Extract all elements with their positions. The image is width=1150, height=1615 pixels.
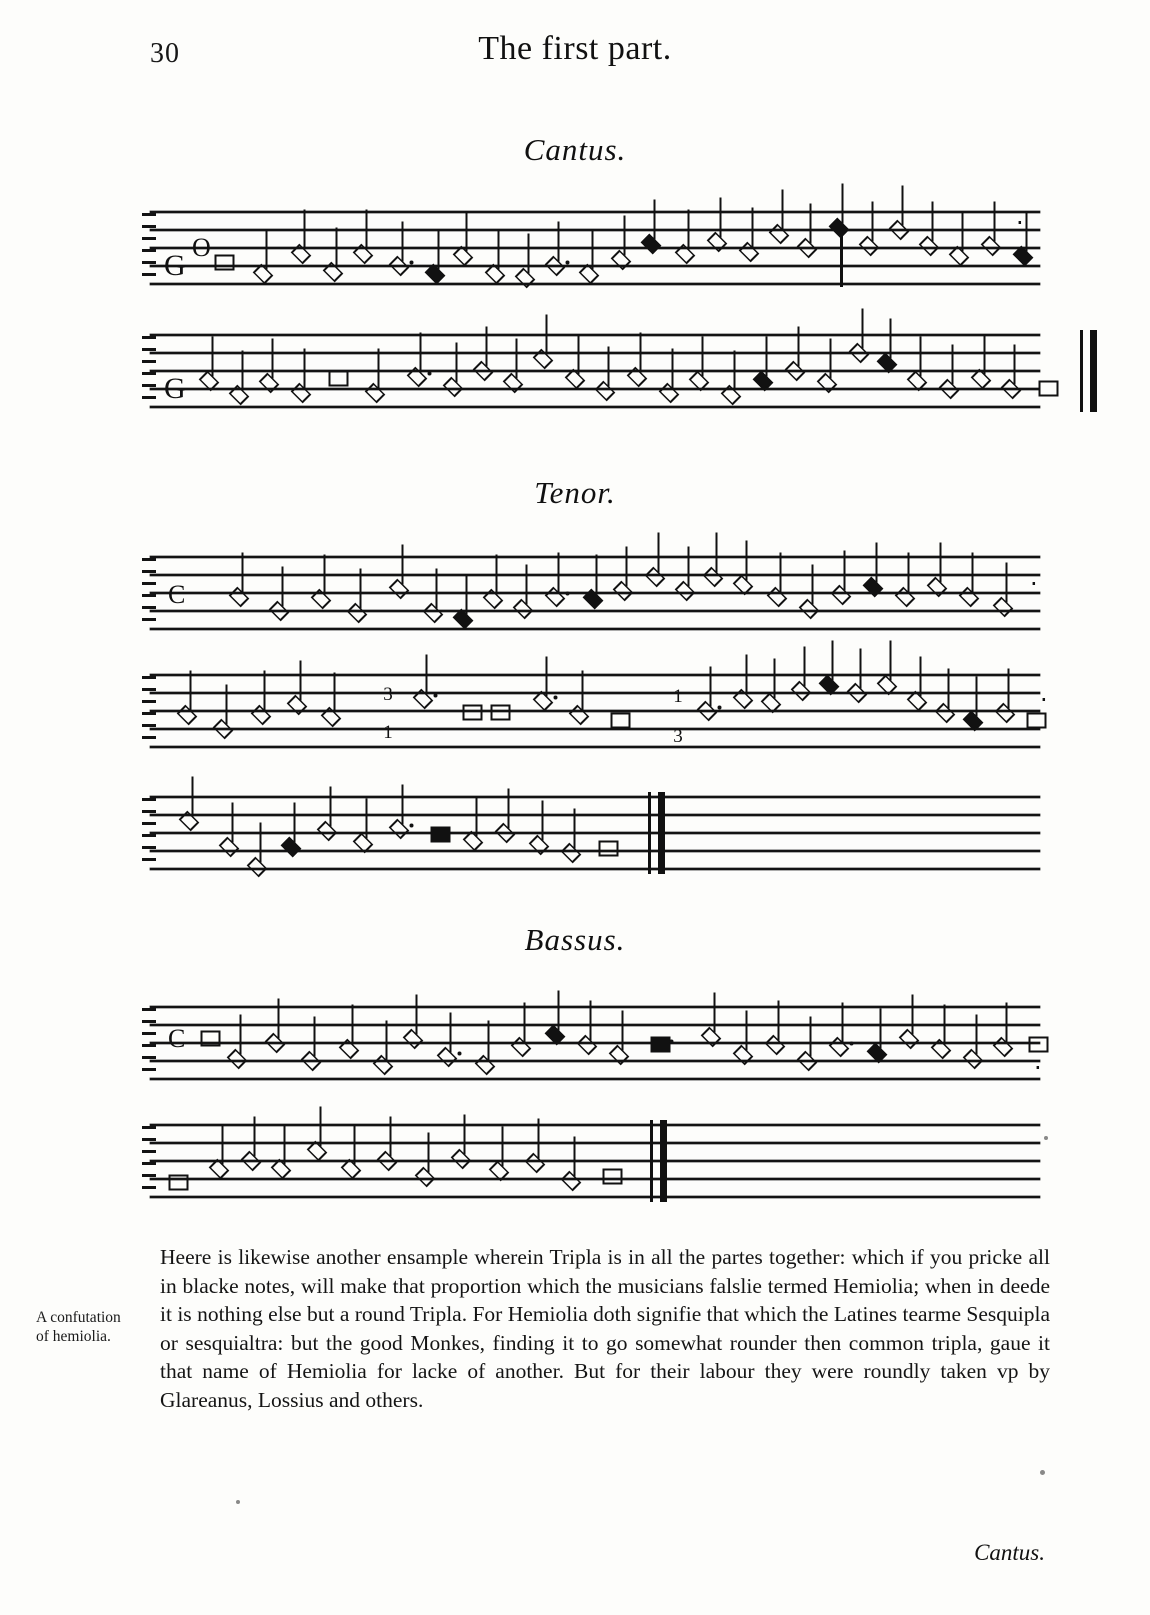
note [313, 591, 328, 602]
note [661, 385, 676, 396]
note [293, 246, 308, 257]
note [571, 707, 586, 718]
note [865, 579, 880, 590]
note [833, 587, 848, 598]
note [995, 1039, 1010, 1050]
cantus-system-1 [150, 205, 1040, 291]
note [581, 266, 596, 277]
note [869, 1045, 884, 1056]
note [961, 589, 976, 600]
staff-lines [150, 790, 1040, 876]
proportion-denominator: 1 [383, 722, 393, 743]
staff-bracket [142, 207, 156, 287]
staff-bracket [142, 1002, 156, 1082]
staff-bracket [142, 330, 156, 410]
note [821, 677, 836, 688]
mensuration-sign: O [192, 233, 211, 262]
note [455, 248, 470, 259]
note [491, 705, 506, 716]
note [901, 1031, 916, 1042]
note [341, 1041, 356, 1052]
custos-icon: ⋅ [1016, 211, 1024, 237]
note [951, 248, 966, 259]
note [599, 841, 614, 852]
note [767, 1037, 782, 1048]
note [965, 1051, 980, 1062]
note [1015, 248, 1030, 259]
note [851, 345, 866, 356]
note [879, 677, 894, 688]
note [415, 691, 430, 702]
note [367, 385, 382, 396]
staff-bracket [142, 670, 156, 750]
bassus-system-2 [150, 1118, 1040, 1204]
note [505, 375, 520, 386]
note [417, 1169, 432, 1180]
note [995, 599, 1010, 610]
cantus-system-2 [150, 328, 1040, 414]
tenor-system-2 [150, 668, 1048, 754]
note [535, 693, 550, 704]
note [463, 705, 478, 716]
note [231, 387, 246, 398]
note [527, 1155, 542, 1166]
note [491, 1163, 506, 1174]
note [965, 713, 980, 724]
note [677, 583, 692, 594]
note [547, 258, 562, 269]
note [325, 264, 340, 275]
note [613, 252, 628, 263]
page-title: The first part. [478, 30, 672, 67]
note [709, 234, 724, 245]
voice-label-bassus: Bassus. [524, 922, 626, 957]
note [831, 220, 846, 231]
note [629, 369, 644, 380]
note [309, 1143, 324, 1154]
note [929, 579, 944, 590]
note [793, 683, 808, 694]
note [705, 569, 720, 580]
note [229, 1051, 244, 1062]
mensuration-sign: C [168, 580, 186, 609]
note [723, 387, 738, 398]
note [391, 258, 406, 269]
note [465, 833, 480, 844]
note [891, 222, 906, 233]
note [677, 246, 692, 257]
note [475, 363, 490, 374]
final-barline [1080, 330, 1083, 412]
note [941, 381, 956, 392]
custos-icon: ⋅ [1040, 688, 1048, 714]
note [647, 569, 662, 580]
clef-icon: G [164, 249, 186, 282]
final-barline [660, 1120, 667, 1202]
note [651, 1037, 666, 1048]
note [769, 589, 784, 600]
custos-icon: ⋅ [1034, 1056, 1042, 1082]
note [517, 270, 532, 281]
marginal-note-line-2: of hemiolia. [36, 1328, 111, 1346]
note [933, 1041, 948, 1052]
voice-label-tenor: Tenor. [534, 475, 616, 510]
barline [840, 225, 843, 287]
note [253, 707, 268, 718]
note [485, 591, 500, 602]
note [431, 827, 446, 838]
note [271, 603, 286, 614]
clef-icon: G [164, 372, 186, 405]
proportion-numerator: 1 [673, 686, 683, 707]
note [611, 1047, 626, 1058]
note [831, 1039, 846, 1050]
note [181, 813, 196, 824]
note [211, 1161, 226, 1172]
note [531, 837, 546, 848]
note [615, 583, 630, 594]
note [547, 1027, 562, 1038]
note [801, 601, 816, 612]
note [937, 705, 952, 716]
final-barline [650, 1120, 653, 1202]
note [513, 1039, 528, 1050]
note [319, 823, 334, 834]
note [379, 1153, 394, 1164]
mensuration-sign: C [168, 1024, 186, 1053]
staff-bracket [142, 792, 156, 872]
note [585, 591, 600, 602]
note [897, 589, 912, 600]
final-barline [1090, 330, 1097, 412]
note [563, 1173, 578, 1184]
note [255, 266, 270, 277]
note [563, 845, 578, 856]
note [567, 371, 582, 382]
note [735, 691, 750, 702]
note [439, 1049, 454, 1060]
note [243, 1153, 258, 1164]
note [425, 605, 440, 616]
note [735, 1047, 750, 1058]
note [849, 685, 864, 696]
note [375, 1057, 390, 1068]
note [799, 1053, 814, 1064]
note [597, 383, 612, 394]
note [267, 1035, 282, 1046]
note [477, 1057, 492, 1068]
note [455, 611, 470, 622]
note [763, 695, 778, 706]
final-barline [648, 792, 651, 874]
note [231, 589, 246, 600]
note [289, 697, 304, 708]
scan-speck [1044, 1136, 1048, 1140]
note [273, 1161, 288, 1172]
note [799, 240, 814, 251]
note [453, 1151, 468, 1162]
voice-label-cantus: Cantus. [523, 132, 627, 167]
custos-icon: ⋅ [1030, 572, 1038, 598]
note [283, 839, 298, 850]
note [983, 238, 998, 249]
note [515, 601, 530, 612]
proportion-denominator: 3 [673, 726, 683, 747]
note [261, 375, 276, 386]
note [179, 707, 194, 718]
note [201, 373, 216, 384]
note [343, 1161, 358, 1172]
note [329, 371, 344, 382]
note [973, 371, 988, 382]
note [755, 373, 770, 384]
marginal-note [36, 1308, 151, 1347]
body-text [160, 1243, 1050, 1415]
note [349, 605, 364, 616]
note [1003, 381, 1018, 392]
note [497, 825, 512, 836]
scan-speck [236, 1500, 240, 1504]
note [787, 363, 802, 374]
note [215, 721, 230, 732]
folio-number: 30 [150, 38, 180, 69]
note [611, 713, 626, 724]
note [603, 1169, 618, 1180]
note [741, 244, 756, 255]
note [643, 236, 658, 247]
note [215, 255, 230, 266]
note [699, 703, 714, 714]
tenor-system-3 [150, 790, 1040, 876]
note [249, 859, 264, 870]
catchword: Cantus. [974, 1540, 1045, 1565]
note [921, 238, 936, 249]
note [405, 1031, 420, 1042]
note [535, 351, 550, 362]
body-paragraph: Heere is likewise another ensample wherein Tripla is in all the partes together: which if you pricke all in blacke notes, will make that proportion which the musicians falslie termed Hemiolia; when in deede it is nothing else but a round Tripla. For Hemiolia doth signifie that which the Latines tearme Sesquipla or sesquialtra: but the good Monkes, finding it to go somewhat rounder then common tripla, gaue it that name of Hemiolia for lacke of another. But for their labour they were roundly taken vp by Glareanus, Lossius and others. [160, 1245, 1050, 1412]
note [293, 385, 308, 396]
note [909, 373, 924, 384]
note [169, 1175, 184, 1186]
final-barline [658, 792, 665, 874]
note [201, 1031, 216, 1042]
staff-lines [150, 328, 1040, 414]
staff-bracket [142, 1120, 156, 1200]
bassus-system-1 [150, 1000, 1040, 1086]
note [391, 581, 406, 592]
note [355, 246, 370, 257]
tenor-system-1 [150, 550, 1040, 636]
staff-bracket [142, 552, 156, 632]
note [861, 238, 876, 249]
note [879, 355, 894, 366]
proportion-numerator: 3 [383, 684, 393, 705]
note [303, 1053, 318, 1064]
note [409, 369, 424, 380]
note [323, 709, 338, 720]
note [703, 1029, 718, 1040]
note [579, 1037, 594, 1048]
note [221, 839, 236, 850]
staff-lines [150, 668, 1040, 754]
marginal-note-line-1: A confutation [36, 1309, 121, 1326]
note [997, 705, 1012, 716]
note [391, 821, 406, 832]
note [445, 379, 460, 390]
note [691, 373, 706, 384]
note [547, 589, 562, 600]
note [355, 835, 370, 846]
note [427, 266, 442, 277]
note [819, 375, 834, 386]
note [1039, 381, 1054, 392]
note [771, 226, 786, 237]
note [1029, 1037, 1044, 1048]
note [487, 266, 502, 277]
note [909, 693, 924, 704]
scan-speck [1040, 1470, 1045, 1475]
note [735, 577, 750, 588]
